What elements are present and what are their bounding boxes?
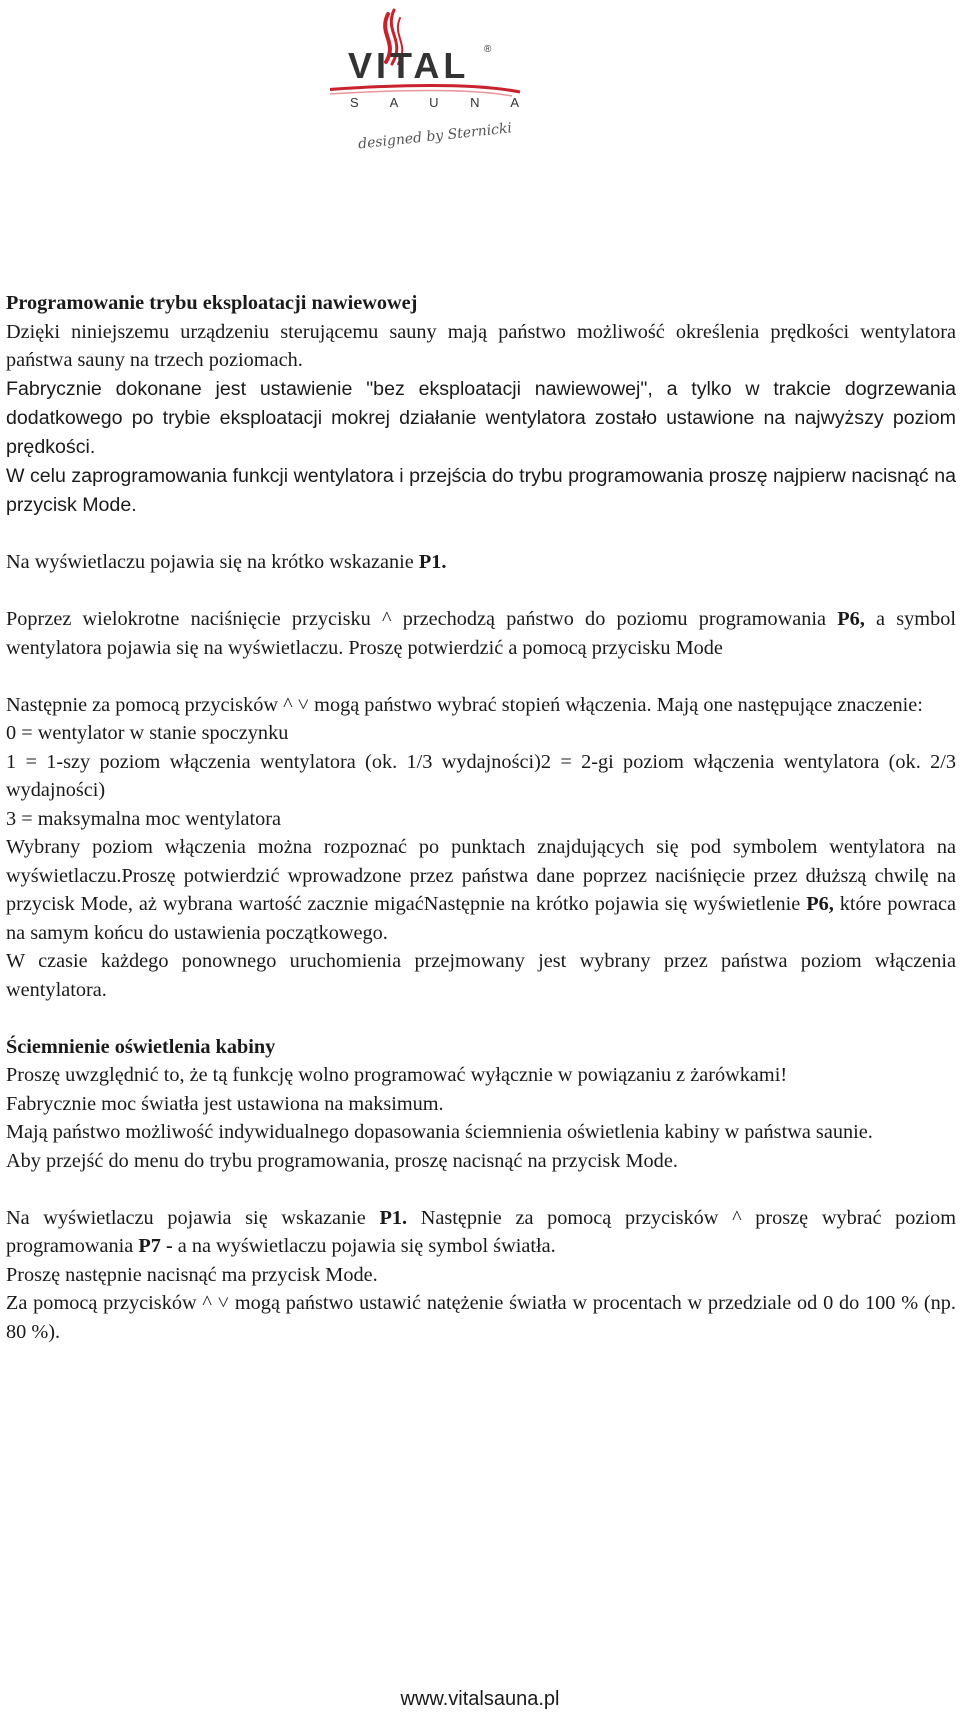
fan-level-0: 0 = wentylator w stanie spoczynku xyxy=(6,722,289,744)
logo-brand-text: VITAL xyxy=(348,45,470,86)
logo-sub-text: S A U N A xyxy=(350,95,534,110)
fan-paragraph-2: Fabrycznie dokonane jest ustawienie "bez eksploatacji nawiewowej", a tylko w trakcie dogrzewania dodatkowego po trybie eksploatacji mokrej działanie wentylatora zostało ustawione na najwyższy poziom prędkości. xyxy=(6,377,956,458)
fan-level-3: 3 = maksymalna moc wentylatora xyxy=(6,807,282,830)
vital-sauna-logo xyxy=(330,4,630,164)
light-paragraph-7: Za pomocą przycisków ^ ˅ mogą państwo ustawić natężenie światła w procentach w przedziale od 0 do 100 % (np. 80 %). xyxy=(6,1292,956,1343)
logo-signature: designed by Sternicki xyxy=(357,120,513,153)
light-paragraph-2: Fabrycznie moc światła jest ustawiona na maksimum. xyxy=(6,1092,444,1115)
light-paragraph-3: Mają państwo możliwość indywidualnego dopasowania ściemnienia oświetlenia kabiny w państwa saunie. xyxy=(6,1121,873,1143)
fan-paragraph-5: Poprzez wielokrotne naciśnięcie przycisku ^ przechodzą państwo do poziomu programowania P6, a symbol wentylatora pojawia się na wyświetlaczu. Proszę potwierdzić a pomocą przycisku Mode xyxy=(6,608,956,659)
light-paragraph-4: Aby przejść do menu do trybu programowania, proszę nacisnąć na przycisk Mode. xyxy=(6,1149,678,1172)
light-paragraph-1: Proszę uwzględnić to, że tą funkcję wolno programować wyłącznie w powiązaniu z żarówkami! xyxy=(6,1064,788,1086)
footer-website: www.vitalsauna.pl xyxy=(400,1688,560,1710)
fan-paragraph-8: W czasie każdego ponownego uruchomienia przejmowany jest wybrany przez państwa poziom włączenia wentylatora. xyxy=(6,950,956,1001)
light-paragraph-6: Proszę następnie nacisnąć ma przycisk Mode. xyxy=(6,1263,378,1286)
fan-paragraph-1: Dzięki niniejszemu urządzeniu sterującemu sauny mają państwo możliwość określenia prędkości wentylatora państwa sauny na trzech poziomach. xyxy=(6,320,956,371)
logo-graphic xyxy=(330,4,630,164)
fan-heading: Programowanie trybu eksploatacji nawiewowej xyxy=(6,292,418,314)
document-body xyxy=(6,289,956,1346)
fan-paragraph-3: W celu zaprogramowania funkcji wentylatora i przejścia do trybu programowania proszę najpierw nacisnąć na przycisk Mode. xyxy=(6,464,956,516)
fan-level-1-2: 1 = 1-szy poziom włączenia wentylatora (ok. 1/3 wydajności)2 = 2-gi poziom włączenia wentylatora (ok. 2/3 wydajności) xyxy=(6,750,956,801)
light-heading: Ściemnienie oświetlenia kabiny xyxy=(6,1035,276,1058)
fan-paragraph-4: Na wyświetlaczu pojawia się na krótko wskazanie P1. xyxy=(6,551,447,573)
light-paragraph-5: Na wyświetlaczu pojawia się wskazanie P1. Następnie za pomocą przycisków ^ proszę wybrać poziom programowania P7 - a na wyświetlaczu pojawia się symbol światła. xyxy=(6,1206,956,1257)
registered-mark: ® xyxy=(484,44,492,55)
fan-paragraph-7: Wybrany poziom włączenia można rozpoznać po punktach znajdujących się pod symbolem wentylatora na wyświetlaczu.Proszę potwierdzić wprowadzone przez państwa dane poprzez naciśnięcie przez dłuższą chwilę na przycisk Mode, aż wybrana wartość zacznie migaćNastępnie na krótko pojawia się wyświetlenie P6, które powraca na samym końcu do ustawienia początkowego. xyxy=(6,836,957,944)
fan-paragraph-6: Następnie za pomocą przycisków ^ ˅ mogą państwo wybrać stopień włączenia. Mają one następujące znaczenie: xyxy=(6,693,923,716)
